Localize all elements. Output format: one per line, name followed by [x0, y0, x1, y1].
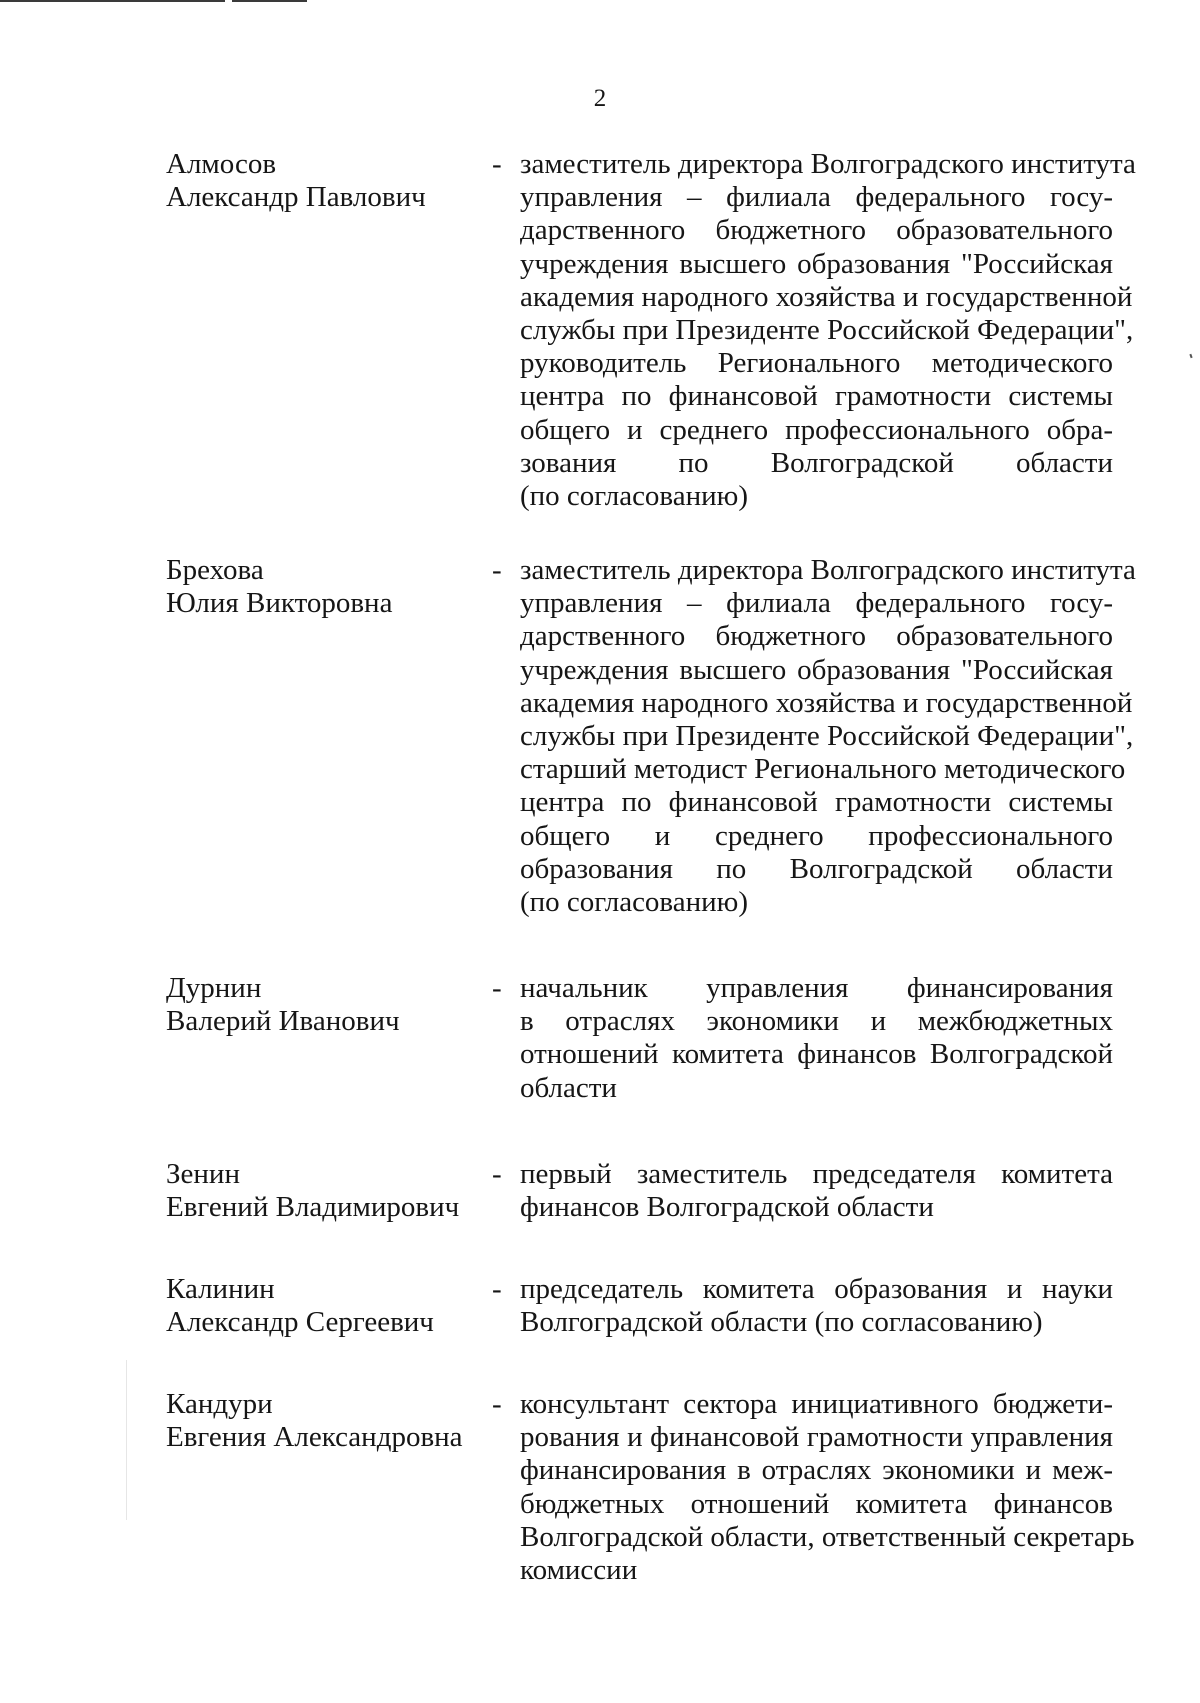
position-line: службы при Президенте Российской Федерации", — [520, 720, 1134, 753]
position-line: бюджетных отношений комитета финансов — [520, 1487, 1113, 1520]
member-given-names: Евгения Александровна — [166, 1421, 463, 1454]
position-line: учреждения высшего образования "Российская — [520, 653, 1113, 686]
member-name — [166, 1273, 466, 1339]
member-name — [166, 1388, 466, 1454]
entry-dash: - — [492, 1273, 502, 1305]
position-line: Волгоградской области (по согласованию) — [520, 1306, 1043, 1339]
member-surname: Дурнин — [166, 972, 262, 1004]
scan-edge-mark — [0, 0, 225, 2]
member-position — [520, 1158, 1113, 1224]
member-name — [166, 972, 466, 1038]
position-line: дарственного бюджетного образовательного — [520, 214, 1113, 247]
member-position — [520, 1388, 1135, 1587]
position-line: финансов Волгоградской области — [520, 1191, 934, 1224]
position-line: области — [520, 1071, 617, 1104]
position-line: центра по финансовой грамотности системы — [520, 380, 1113, 413]
member-name — [166, 554, 466, 620]
position-line: руководитель Регионального методического — [520, 347, 1113, 380]
position-line: управления – филиала федерального госу- — [520, 181, 1113, 214]
position-line: в отраслях экономики и межбюджетных — [520, 1005, 1113, 1038]
position-line: управления – филиала федерального госу- — [520, 587, 1113, 620]
position-line: академия народного хозяйства и государственной — [520, 686, 1133, 719]
position-line: общего и среднего профессионального обра- — [520, 413, 1113, 446]
position-line: Волгоградской области, ответственный секретарь — [520, 1520, 1135, 1553]
member-position — [520, 1273, 1113, 1339]
position-line: образования по Волгоградской области — [520, 852, 1113, 885]
entry-dash: - — [492, 1388, 502, 1420]
scan-line — [126, 1360, 127, 1520]
position-line: службы при Президенте Российской Федерации", — [520, 314, 1134, 347]
position-line: заместитель директора Волгоградского института — [520, 554, 1136, 586]
member-given-names: Александр Павлович — [166, 181, 426, 214]
member-position — [520, 554, 1136, 919]
member-surname: Брехова — [166, 554, 264, 586]
position-line: отношений комитета финансов Волгоградской — [520, 1038, 1113, 1071]
position-line: академия народного хозяйства и государственной — [520, 280, 1133, 313]
position-line: финансирования в отраслях экономики и меж- — [520, 1454, 1113, 1487]
scan-edge-mark — [232, 0, 307, 2]
position-line: первый заместитель председателя комитета — [520, 1158, 1113, 1190]
member-position — [520, 148, 1136, 513]
position-line: комиссии — [520, 1554, 638, 1587]
entry-dash: - — [492, 1158, 502, 1190]
position-line: рования и финансовой грамотности управления — [520, 1421, 1113, 1454]
member-given-names: Евгений Владимирович — [166, 1191, 460, 1224]
position-line: консультант сектора инициативного бюджети- — [520, 1388, 1113, 1420]
position-line: начальник управления финансирования — [520, 972, 1113, 1004]
position-line: старший методист Регионального методического — [520, 753, 1126, 786]
member-given-names: Валерий Иванович — [166, 1005, 400, 1038]
entry-dash: - — [492, 148, 502, 180]
position-line: председатель комитета образования и науки — [520, 1273, 1113, 1305]
position-line: (по согласованию) — [520, 886, 748, 919]
position-line: дарственного бюджетного образовательного — [520, 620, 1113, 653]
member-name — [166, 1158, 466, 1224]
position-line: общего и среднего профессионального — [520, 819, 1113, 852]
member-surname: Алмосов — [166, 148, 277, 180]
member-name — [166, 148, 466, 214]
member-given-names: Александр Сергеевич — [166, 1306, 434, 1339]
member-surname: Зенин — [166, 1158, 240, 1190]
position-line: (по согласованию) — [520, 480, 748, 513]
position-line: центра по финансовой грамотности системы — [520, 786, 1113, 819]
member-surname: Калинин — [166, 1273, 275, 1305]
position-line: заместитель директора Волгоградского института — [520, 148, 1136, 180]
member-position — [520, 972, 1113, 1105]
member-surname: Кандури — [166, 1388, 273, 1420]
scan-speck — [1189, 354, 1192, 358]
position-line: зования по Волгоградской области — [520, 446, 1113, 479]
member-given-names: Юлия Викторовна — [166, 587, 393, 620]
entry-dash: - — [492, 554, 502, 586]
page-number: 2 — [593, 85, 607, 112]
entry-dash: - — [492, 972, 502, 1004]
position-line: учреждения высшего образования "Российская — [520, 247, 1113, 280]
